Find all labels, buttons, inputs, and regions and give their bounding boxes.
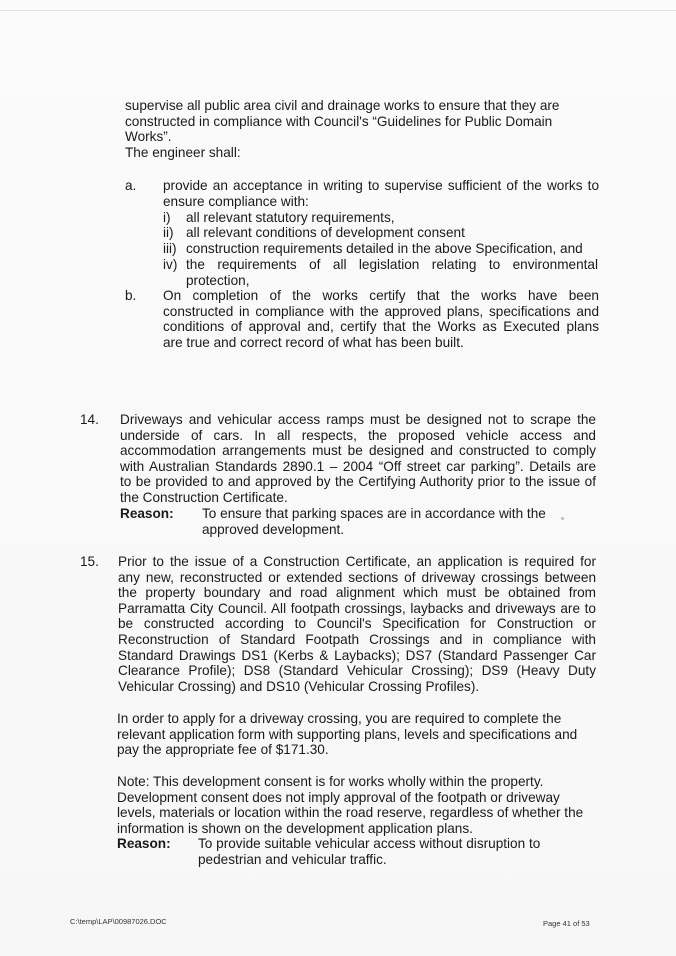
- condition-15-line: Prior to the issue of a Construction Certificate, an application is required for: [118, 554, 596, 569]
- condition-15-para2-line: pay the appropriate fee of $171.30.: [117, 742, 329, 758]
- condition-15-number: 15.: [80, 554, 99, 569]
- item-b-text: [163, 288, 599, 350]
- footer-page-number: Page 41 of 53: [543, 919, 590, 928]
- item-b-line: conditions of approval and, certify that the Works as Executed plans: [163, 319, 599, 335]
- condition-15-application-paragraph: [117, 711, 595, 758]
- condition-15-note-line: Development consent does not imply approval of the footpath or driveway: [117, 789, 560, 805]
- intro-line: constructed in compliance with Council's “Guidelines for Public Domain: [125, 113, 553, 129]
- reason-line: To provide suitable vehicular access without disruption to: [198, 836, 541, 851]
- condition-14-text: [120, 412, 596, 506]
- subitem-text: [186, 225, 598, 241]
- subitem-line: all relevant conditions of development consent: [186, 225, 465, 240]
- subitem-line: protection,: [186, 272, 250, 288]
- condition-15-line: Clearance Profile); DS8 (Standard Vehicular Crossing); DS9 (Heavy Duty: [118, 663, 596, 679]
- condition-15-text: [118, 554, 596, 694]
- item-a-marker: a.: [125, 178, 137, 193]
- condition-15-line: Reconstruction of Standard Footpath Crossings and in compliance with: [118, 631, 596, 647]
- condition-14-line: with Australian Standards 2890.1 – 2004 “Off street car parking”. Details are: [120, 458, 596, 474]
- reason-line: To ensure that parking spaces are in accordance with the: [202, 506, 546, 521]
- reason-line: approved development.: [202, 521, 345, 537]
- condition-15-line: Parramatta City Council. All footpath crossings, laybacks and driveways are to: [118, 600, 596, 616]
- scan-speck: [561, 517, 564, 520]
- page-top-border: [0, 10, 676, 11]
- item-a-line: provide an acceptance in writing to supervise sufficient of the works to: [163, 178, 599, 193]
- intro-line: supervise all public area civil and drainage works to ensure that they are: [125, 98, 560, 113]
- footer-file-path: C:\temp\LAP\00987026.DOC: [70, 917, 167, 926]
- condition-15-line: any new, reconstructed or extended sections of driveway crossings between: [118, 569, 596, 585]
- condition-15-line: be constructed according to Council's Specification for Construction or: [118, 616, 596, 632]
- item-a-line: ensure compliance with:: [163, 193, 309, 209]
- condition-15-reason-label: Reason:: [117, 836, 171, 851]
- subitem-line: construction requirements detailed in the above Specification, and: [186, 241, 583, 256]
- subitem-text: [186, 241, 598, 257]
- condition-15-line: the property boundary and road alignment which must be obtained from: [118, 585, 596, 601]
- intro-line: The engineer shall:: [125, 144, 241, 160]
- condition-15-note-line: Note: This development consent is for works wholly within the property.: [117, 774, 544, 789]
- subitem-line: the requirements of all legislation relating to environmental: [186, 257, 598, 272]
- intro-line: Works”.: [125, 129, 172, 145]
- condition-15-note-line: information is shown on the development application plans.: [117, 820, 473, 836]
- condition-14-line: Driveways and vehicular access ramps must be designed not to scrape the: [120, 412, 596, 427]
- condition-14-reason-text: [202, 506, 562, 537]
- intro-paragraph: [125, 98, 565, 160]
- condition-15-line: Standard Drawings DS1 (Kerbs & Laybacks); DS7 (Standard Passenger Car: [118, 647, 596, 663]
- condition-14-line: to be provided to and approved by the Certifying Authority prior to the issue of: [120, 474, 596, 490]
- item-b-line: On completion of the works certify that the works have been: [163, 288, 599, 303]
- subitem-marker: ii): [163, 225, 174, 240]
- condition-14-line: the Construction Certificate.: [120, 489, 288, 505]
- item-b-line: are true and correct record of what has been built.: [163, 334, 464, 350]
- subitem-marker: iv): [163, 257, 178, 272]
- condition-15-note-paragraph: [117, 774, 595, 836]
- item-b-line: constructed in compliance with the approved plans, specifications and: [163, 303, 599, 319]
- subitem-text: [186, 257, 598, 288]
- subitem-text: [186, 210, 598, 226]
- condition-14-number: 14.: [80, 412, 99, 427]
- subitem-line: all relevant statutory requirements,: [186, 210, 395, 225]
- condition-14-line: accommodation arrangements must be designed and constructed to comply: [120, 443, 596, 459]
- item-a-text: [163, 178, 599, 209]
- condition-14-reason-label: Reason:: [120, 506, 174, 521]
- reason-line: pedestrian and vehicular traffic.: [198, 851, 387, 867]
- subitem-marker: iii): [163, 241, 177, 256]
- condition-15-para2-line: relevant application form with supporting plans, levels and specifications and: [117, 726, 578, 742]
- item-b-marker: b.: [125, 288, 137, 303]
- condition-15-line: Vehicular Crossing) and DS10 (Vehicular Crossing Profiles).: [118, 678, 480, 694]
- subitem-marker: i): [163, 210, 171, 225]
- condition-15-para2-line: In order to apply for a driveway crossing, you are required to complete the: [117, 711, 562, 726]
- condition-14-line: underside of cars. In all respects, the proposed vehicle access and: [120, 427, 596, 443]
- condition-15-reason-text: [198, 836, 578, 867]
- condition-15-note-line: levels, materials or location within the road reserve, regardless of whether the: [117, 805, 584, 821]
